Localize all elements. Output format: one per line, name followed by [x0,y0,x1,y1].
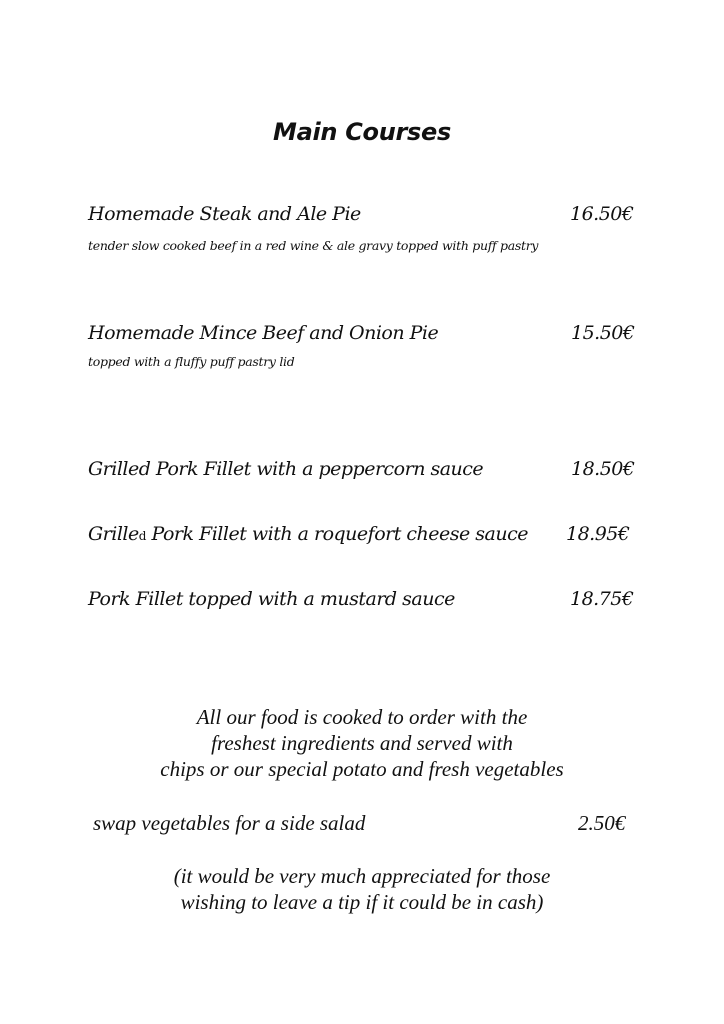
note-line: (it would be very much appreciated for those [173,864,551,888]
swap-price: 2.50€ [578,811,626,835]
menu-item-name: Homemade Mince Beef and Onion Pie [88,322,439,344]
menu-item-name: Pork Fillet topped with a mustard sauce [88,588,455,610]
menu-item [88,203,648,233]
menu-item-name: Homemade Steak and Ale Pie [88,203,361,225]
menu-item-description: topped with a fluffy puff pastry lid [88,354,295,369]
menu-item-name: Grilled Pork Fillet with a peppercorn sauce [88,458,484,480]
note-line: chips or our special potato and fresh vegetables [160,757,564,781]
menu-item-price: 15.50€ [571,322,635,344]
side-salad-swap [93,811,638,836]
menu-item-price: 18.95€ [566,523,630,545]
page-title: Main Courses [272,118,452,146]
menu-item-name-suffix: Pork Fillet with a roquefort cheese sauce [145,523,528,545]
cooked-to-order-note [0,704,724,782]
note-line: freshest ingredients and served with [211,731,513,755]
menu-item [88,523,648,553]
menu-item-price: 18.75€ [570,588,634,610]
menu-item-name [88,523,528,545]
note-line: All our food is cooked to order with the [196,705,528,729]
menu-item-name-prefix: Grille [88,523,139,545]
note-line: wishing to leave a tip if it could be in cash) [180,890,544,914]
menu-item-price: 16.50€ [570,203,634,225]
menu-item [88,458,648,488]
menu-item-description: tender slow cooked beef in a red wine & ale gravy topped with puff pastry [88,238,539,253]
tip-note [0,863,724,915]
swap-label: swap vegetables for a side salad [93,811,366,835]
menu-item [88,322,648,352]
menu-item-price: 18.50€ [571,458,635,480]
menu-item-name-small-letter: d [138,529,146,543]
menu-item [88,588,648,618]
